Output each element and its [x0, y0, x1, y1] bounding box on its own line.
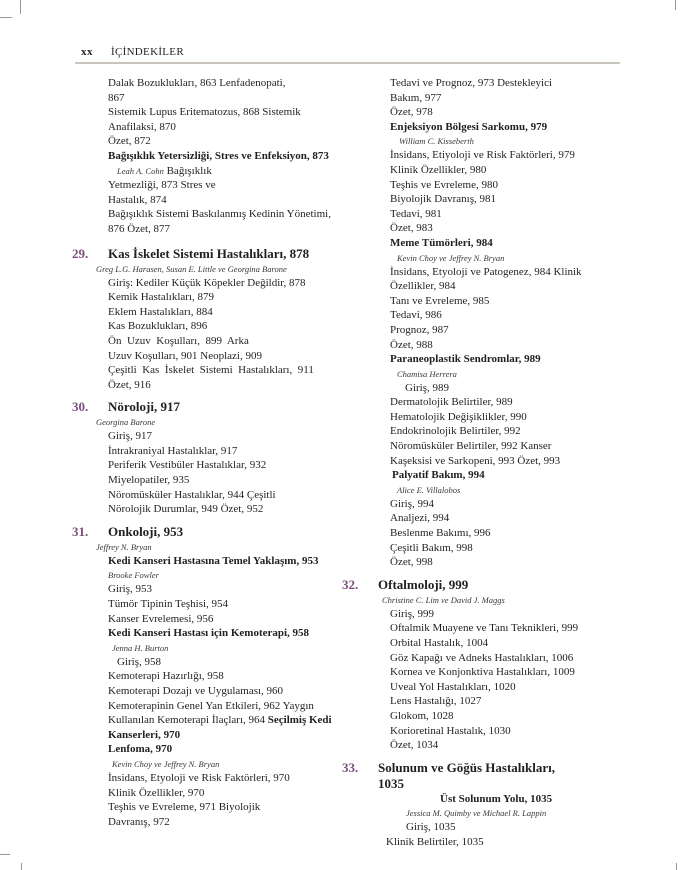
page-number: xx — [81, 46, 93, 58]
crop-mark — [21, 863, 22, 870]
toc-entry: Oftalmik Muayene ve Tanı Teknikleri, 999 — [390, 622, 579, 635]
toc-entry: Kemoterapi Hazırlığı, 958 — [108, 670, 224, 683]
toc-entry: Tanı ve Evreleme, 985 — [390, 294, 490, 307]
toc-entry: 867 — [108, 91, 125, 104]
section-heading: Kedi Kanseri Hastası için Kemoterapi, 958 — [108, 627, 310, 640]
section-author: Chamisa Herrera — [397, 368, 457, 379]
section-heading: Lenfoma, 970 — [108, 743, 173, 756]
chapter-title: Solunum ve Göğüs Hastalıkları, — [378, 759, 555, 775]
toc-entry: Ön Uzuv Koşulları, 899 Arka — [108, 334, 249, 347]
toc-entry: Tedavi ve Prognoz, 973 Destekleyici — [390, 77, 553, 89]
section-heading: Meme Tümörleri, 984 — [390, 236, 493, 249]
section-author: Brooke Fowler — [108, 570, 159, 581]
toc-entry: Klinik Özellikler, 970 — [108, 786, 205, 799]
running-header — [60, 46, 620, 64]
toc-entry: Hematolojik Değişiklikler, 990 — [390, 410, 527, 423]
toc-entry: Eklem Hastalıkları, 884 — [108, 305, 213, 318]
toc-entry: Kornea ve Konjonktiva Hastalıkları, 1009 — [390, 666, 575, 679]
section-author: Jessica M. Quimby ve Michael R. Lappin — [406, 808, 547, 819]
section-heading: Palyatif Bakım, 994 — [392, 469, 485, 482]
toc-entry: Uzuv Koşulları, 901 Neoplazi, 909 — [108, 349, 262, 362]
section-author: Kevin Choy ve Jeffrey N. Bryan — [112, 758, 220, 769]
toc-entry: Bakım, 977 — [390, 91, 442, 104]
chapter-heading-31 — [72, 523, 358, 540]
section-heading: Enjeksiyon Bölgesi Sarkomu, 979 — [390, 120, 548, 133]
toc-entry: 876 Özet, 877 — [108, 222, 171, 235]
crop-mark — [20, 0, 21, 14]
chapter-number: 33. — [342, 759, 359, 775]
chapter-authors: Christine C. Lim ve David J. Maggs — [382, 594, 505, 605]
toc-entry: Biyolojik Davranış, 981 — [390, 193, 497, 206]
toc-entry: Çeşitli Kas İskelet Sistemi Hastalıkları, 911 — [108, 364, 314, 377]
toc-entry: Giriş, 958 — [117, 655, 161, 668]
chapter-number: 32. — [342, 576, 359, 592]
toc-entry: İnsidans, Etyoloji ve Patogenez, 984 Klinik — [390, 265, 582, 278]
toc-entry: Analjezi, 994 — [390, 512, 450, 525]
chapter-title: Onkoloji, 953 — [108, 523, 184, 539]
toc-left-column — [72, 76, 358, 829]
toc-entry: Tedavi, 986 — [390, 309, 442, 322]
section-heading: Kedi Kanseri Hastasına Temel Yaklaşım, 953 — [108, 554, 319, 567]
chapter-title-cont: 1035 — [378, 775, 404, 791]
toc-entry-text: Bağışıklık — [163, 164, 212, 177]
toc-entry-text: Kullanılan Kemoterapi İlaçları, 964 — [108, 714, 268, 727]
toc-entry: Giriş: Kediler Küçük Köpekler Değildir, 878 — [108, 276, 306, 289]
toc-entry: Teşhis ve Evreleme, 971 Biyolojik — [108, 801, 261, 814]
chapter-authors: Georgina Barone — [96, 417, 156, 428]
chapter-number: 29. — [72, 245, 89, 261]
toc-entry: Lens Hastalığı, 1027 — [390, 695, 482, 708]
section-author: Jenna H. Burton — [112, 642, 169, 653]
chapter-number: 31. — [72, 523, 89, 539]
toc-entry: Davranış, 972 — [108, 815, 170, 828]
toc-entry: Korioretinal Hastalık, 1030 — [390, 724, 511, 737]
toc-entry: Teşhis ve Evreleme, 980 — [390, 178, 498, 191]
toc-entry: Dermatolojik Belirtiler, 989 — [390, 396, 513, 409]
toc-entry: Özet, 872 — [108, 135, 151, 148]
running-title: İÇİNDEKİLER — [111, 46, 184, 58]
toc-entry: Nöromüsküler Belirtiler, 992 Kanser — [390, 440, 552, 453]
toc-entry: Giriş, 917 — [108, 430, 152, 443]
section-heading: Kanserleri, 970 — [108, 728, 181, 741]
chapter-title: Oftalmoloji, 999 — [378, 576, 469, 592]
chapter-heading-29 — [72, 245, 358, 262]
chapter-title: Kas İskelet Sistemi Hastalıkları, 878 — [108, 245, 310, 261]
toc-entry: Uveal Yol Hastalıkları, 1020 — [390, 680, 516, 693]
toc-entry: Kemoterapinin Genel Yan Etkileri, 962 Yaygın — [108, 699, 314, 712]
toc-entry: İntrakraniyal Hastalıklar, 917 — [108, 444, 238, 457]
toc-entry: Giriş, 999 — [390, 607, 434, 620]
toc-entry: Özet, 978 — [390, 106, 433, 119]
chapter-number: 30. — [72, 399, 89, 415]
toc-entry: Kemoterapi Dozajı ve Uygulaması, 960 — [108, 685, 284, 697]
chapter-authors: Jeffrey N. Bryan — [96, 541, 152, 552]
header-rule — [75, 62, 620, 64]
toc-entry: Giriş, 989 — [405, 381, 449, 394]
section-heading: Üst Solunum Yolu, 1035 — [440, 792, 553, 805]
toc-entry: Özellikler, 984 — [390, 280, 456, 293]
section-author: Alice E. Villalobos — [397, 484, 461, 495]
toc-entry: İnsidans, Etyoloji ve Risk Faktörleri, 970 — [108, 771, 290, 784]
toc-entry — [108, 713, 358, 728]
toc-entry: Klinik Özellikler, 980 — [390, 163, 487, 176]
toc-entry — [108, 164, 358, 179]
toc-entry: Kaşeksisi ve Sarkopeni, 993 Özet, 993 — [390, 454, 561, 467]
section-heading: Bağışıklık Yetersizliği, Stres ve Enfeksiyon, 873 — [108, 149, 329, 162]
toc-entry: Kas Bozuklukları, 896 — [108, 320, 208, 333]
toc-entry: Tedavi, 981 — [390, 207, 442, 220]
toc-entry: Orbital Hastalık, 1004 — [390, 637, 489, 649]
toc-entry: Periferik Vestibüler Hastalıklar, 932 — [108, 459, 267, 472]
toc-entry: Özet, 988 — [390, 338, 433, 351]
toc-entry: Anafilaksi, 870 — [108, 120, 176, 133]
crop-mark — [0, 854, 10, 855]
toc-entry: Klinik Belirtiler, 1035 — [386, 835, 484, 848]
crop-mark — [675, 0, 676, 10]
crop-mark — [0, 17, 12, 18]
toc-entry: Özet, 916 — [108, 378, 151, 391]
chapter-heading-30 — [72, 399, 358, 415]
toc-right-column — [342, 76, 640, 850]
toc-entry: Kanser Evrelemesi, 956 — [108, 612, 214, 625]
toc-entry: Beslenme Bakımı, 996 — [390, 527, 491, 540]
toc-entry: Sistemik Lupus Eritematozus, 868 Sistemik — [108, 106, 301, 119]
toc-entry: Özet, 998 — [390, 556, 433, 569]
crop-mark — [676, 863, 677, 870]
toc-entry: Giriş, 953 — [108, 583, 152, 596]
toc-entry: Kemik Hastalıkları, 879 — [108, 291, 215, 304]
toc-entry: Çeşitli Bakım, 998 — [390, 541, 473, 554]
section-author: William C. Kisseberth — [399, 136, 474, 147]
toc-entry: Tümör Tipinin Teşhisi, 954 — [108, 598, 229, 611]
toc-entry: Giriş, 1035 — [406, 821, 456, 834]
toc-entry: Yetmezliği, 873 Stres ve — [108, 179, 216, 192]
chapter-heading-32 — [342, 576, 640, 593]
chapter-title: Nöroloji, 917 — [108, 399, 180, 415]
section-author: Kevin Choy ve Jeffrey N. Bryan — [397, 252, 505, 263]
toc-entry: Nörolojik Durumlar, 949 Özet, 952 — [108, 503, 264, 516]
toc-entry: Bağışıklık Sistemi Baskılanmış Kedinin Yönetimi, — [108, 208, 331, 221]
toc-entry: Nöromüsküler Hastalıklar, 944 Çeşitli — [108, 488, 276, 501]
toc-entry: Prognoz, 987 — [390, 323, 449, 336]
toc-entry: Özet, 983 — [390, 222, 433, 235]
toc-entry: Dalak Bozuklukları, 863 Lenfadenopati, — [108, 77, 286, 89]
toc-entry: Giriş, 994 — [390, 497, 434, 510]
toc-entry: Glokom, 1028 — [390, 709, 454, 722]
section-heading: Seçilmiş Kedi — [267, 714, 332, 727]
toc-entry: İnsidans, Etiyoloji ve Risk Faktörleri, 979 — [390, 149, 575, 162]
section-heading: Paraneoplastik Sendromlar, 989 — [390, 353, 541, 366]
toc-entry: Hastalık, 874 — [108, 193, 167, 206]
chapter-heading-33 — [342, 759, 640, 776]
toc-entry: Miyelopatiler, 935 — [108, 474, 190, 487]
chapter-authors: Greg L.G. Harasen, Susan E. Little ve Georgina Barone — [96, 263, 287, 274]
toc-entry: Özet, 1034 — [390, 739, 439, 752]
toc-entry: Göz Kapağı ve Adneks Hastalıkları, 1006 — [390, 651, 574, 664]
section-author: Leah A. Cohn — [117, 165, 164, 176]
toc-entry: Endokrinolojik Belirtiler, 992 — [390, 425, 521, 438]
